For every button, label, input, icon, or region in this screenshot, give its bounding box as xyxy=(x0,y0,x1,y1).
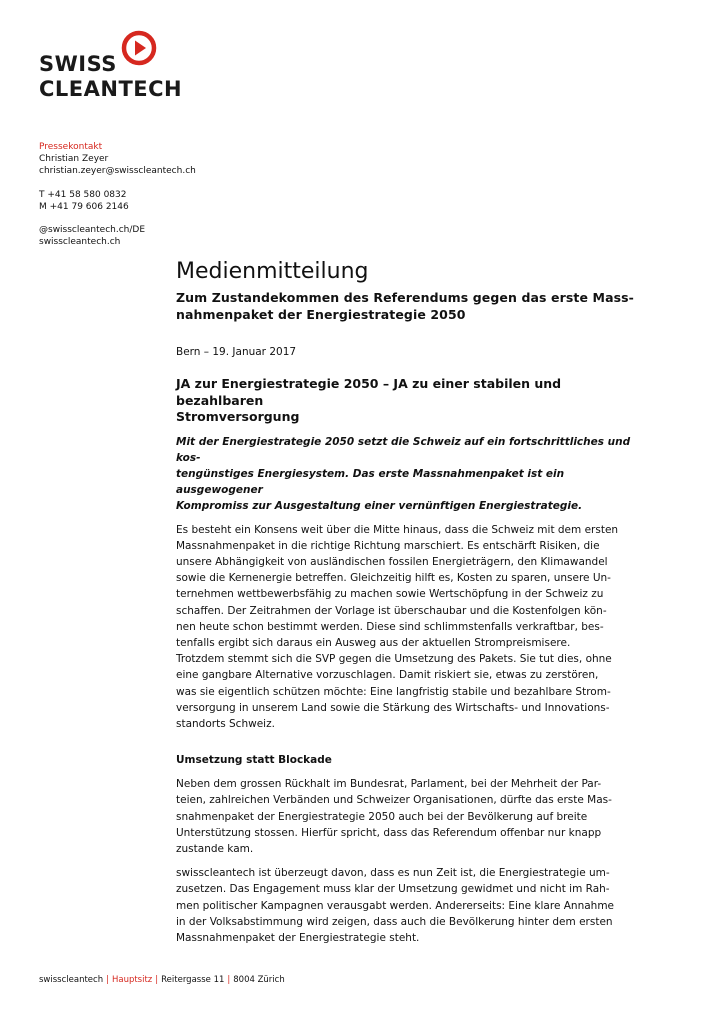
lead-paragraph xyxy=(176,434,638,514)
subtitle-line: Zum Zustandekommen des Referendums gegen das erste Mass- xyxy=(176,290,634,305)
headline-line: Stromversorgung xyxy=(176,409,300,424)
press-contact-label: Pressekontakt xyxy=(39,142,103,152)
footer-separator: | xyxy=(227,975,231,985)
logo-line-2: CLEANTECH xyxy=(39,77,183,101)
footer-city: 8004 Zürich xyxy=(233,975,285,985)
text-line: Massnahmenpaket in die richtige Richtung marschiert. Es entschärft Risiken, die xyxy=(176,539,600,552)
subtitle xyxy=(176,290,638,323)
body-paragraph-1 xyxy=(176,522,638,733)
headline xyxy=(176,376,638,426)
lead-line: Mit der Energiestrategie 2050 setzt die Schweiz auf ein fortschrittliches und kos- xyxy=(176,435,631,464)
lead-line: tengünstiges Energiesystem. Das erste Massnahmenpaket ist ein ausgewogener xyxy=(176,467,565,496)
text-line: swisscleantech ist überzeugt davon, dass es nun Zeit ist, die Energiestrategie um- xyxy=(176,867,610,880)
contact-website[interactable]: swisscleantech.ch xyxy=(39,237,121,248)
lead-line: Kompromiss zur Ausgestaltung einer vernünftigen Energiestrategie. xyxy=(176,499,583,512)
text-line: Trotzdem stemmt sich die SVP gegen die Umsetzung des Pakets. Sie tut dies, ohne xyxy=(176,653,612,666)
press-release xyxy=(176,258,638,946)
logo-wordmark xyxy=(39,52,182,102)
page-title: Medienmitteilung xyxy=(176,259,369,284)
footer-separator: | xyxy=(155,975,159,985)
section-heading: Umsetzung statt Blockade xyxy=(176,754,332,767)
contact-phone-t: T +41 58 580 0832 xyxy=(39,189,127,200)
contact-social[interactable]: @swisscleantech.ch/DE xyxy=(39,225,146,236)
text-line: Unterstützung stossen. Hierfür spricht, dass das Referendum offenbar nur knapp xyxy=(176,826,602,839)
dateline: Bern – 19. Januar 2017 xyxy=(176,346,297,358)
text-line: in der Volksabstimmung wird zeigen, dass auch die Bevölkerung hinter dem ersten xyxy=(176,915,613,928)
text-line: tenfalls ergibt sich daraus ein Ausweg aus der aktuellen Strompreismisere. xyxy=(176,636,571,649)
text-line: Massnahmenpaket der Energiestrategie steht. xyxy=(176,931,420,944)
text-line: sowie die Kernenergie betreffen. Gleichzeitig hilft es, Kosten zu sparen, unsere Un- xyxy=(176,572,611,585)
footer-street: Reitergasse 11 xyxy=(161,975,225,985)
headline-line: JA zur Energiestrategie 2050 – JA zu einer stabilen und bezahlbaren xyxy=(176,376,562,408)
text-line: was sie eigentlich schützen möchte: Eine langfristig stabile und bezahlbare Strom- xyxy=(176,685,611,698)
page-footer xyxy=(39,974,285,986)
footer-org: swisscleantech xyxy=(39,975,104,985)
press-contact xyxy=(39,141,239,248)
text-line: zusetzen. Das Engagement muss klar der Umsetzung gewidmet und nicht im Rah- xyxy=(176,883,610,896)
logo xyxy=(39,30,199,110)
text-line: Neben dem grossen Rückhalt im Bundesrat, Parlament, bei der Mehrheit der Par- xyxy=(176,778,602,791)
text-line: zustande kam. xyxy=(176,842,254,855)
footer-location: Hauptsitz xyxy=(111,975,153,985)
body-paragraph-3 xyxy=(176,865,638,946)
text-line: Es besteht ein Konsens weit über die Mitte hinaus, dass die Schweiz mit dem ersten xyxy=(176,523,619,536)
text-line: unsere Abhängigkeit von ausländischen fossilen Energieträgern, den Klimawandel xyxy=(176,555,608,568)
footer-separator: | xyxy=(106,975,109,985)
text-line: nen heute schon bestimmt werden. Diese sind schlimmstenfalls verkraftbar, bes- xyxy=(176,620,604,633)
spacer xyxy=(39,213,239,224)
text-line: eine gangbare Alternative vorzuschlagen. Damit riskiert sie, etwas zu zerstören, xyxy=(176,669,599,682)
contact-name: Christian Zeyer xyxy=(39,154,109,165)
text-line: ternehmen wettbewerbsfähig zu machen sowie Wertschöpfung in der Schweiz zu xyxy=(176,588,604,601)
contact-phone-m: M +41 79 606 2146 xyxy=(39,201,129,212)
contact-email[interactable]: christian.zeyer@swisscleantech.ch xyxy=(39,166,196,177)
text-line: teien, zahlreichen Verbänden und Schweizer Organisationen, dürfte das erste Mas- xyxy=(176,794,612,807)
spacer xyxy=(39,178,239,189)
text-line: standorts Schweiz. xyxy=(176,717,275,730)
text-line: schaffen. Der Zeitrahmen der Vorlage ist überschaubar und die Kostenfolgen kön- xyxy=(176,604,607,617)
text-line: snahmenpaket der Energiestrategie 2050 auch bei der Bevölkerung auf breite xyxy=(176,810,588,823)
text-line: versorgung in unserem Land sowie die Stärkung des Wirtschafts- und Innovations- xyxy=(176,701,610,714)
subtitle-line: nahmenpaket der Energiestrategie 2050 xyxy=(176,306,466,322)
body-paragraph-2 xyxy=(176,776,638,857)
text-line: men politischer Kampagnen verausgabt werden. Andererseits: Eine klare Annahme xyxy=(176,899,615,912)
logo-line-1: SWISS xyxy=(39,52,117,76)
